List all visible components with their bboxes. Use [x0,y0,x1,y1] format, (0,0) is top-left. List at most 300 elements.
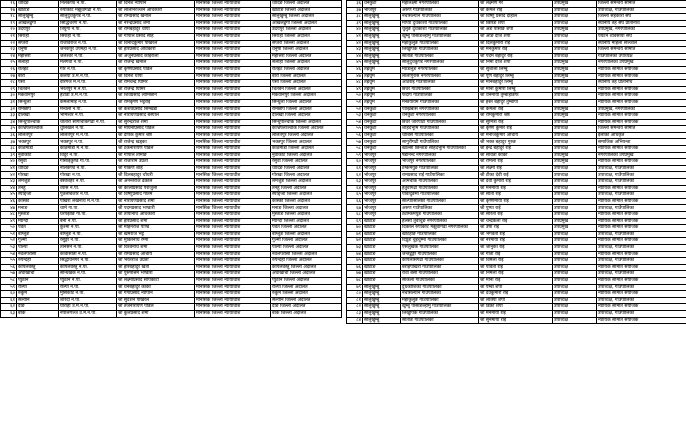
office-cell: समाजिक अभियन्ता [597,139,686,146]
table-row [1,86,342,93]
serial-number-cell: ४३ [347,47,363,54]
office-cell: न्यायिक समिति संयोजक [597,119,686,126]
table-row [1,106,342,113]
official-name-cell: श्री दीपक कुमार श्रेष्ठ [117,132,195,139]
position-cell: मानसिक जिल्ला न्यायाधीश [195,7,271,14]
local-body-cell: चौतारा साँगाचोकगढी न.पा. [59,119,117,126]
district-cell: खोटाङ [363,258,401,265]
position-cell: उपाध्यक्ष [553,251,597,258]
table-row [347,205,686,212]
serial-number-cell: २२ [1,40,17,47]
district-cell: ओखलढुंगा [17,20,59,27]
position-cell: मानसिक जिल्ला न्यायाधीश [195,14,271,21]
position-cell: मानसिक जिल्ला न्यायाधीश [195,126,271,133]
position-cell: उपाध्यक्ष [553,99,597,106]
district-cell: खोटाङ [363,244,401,251]
serial-number-cell: ४९ [347,86,363,93]
table-row [347,14,686,21]
position-cell: मानसिक जिल्ला न्यायाधीश [195,244,271,251]
district-cell: पाल्पा [17,244,59,251]
local-body-cell: भक्तपुर न.पा. [59,139,117,146]
local-body-cell: बेसीशहर न.पा. [59,179,117,186]
local-body-cell: आठराई गाउँपालिका [401,80,479,87]
position-cell: मानसिक जिल्ला न्यायाधीश [195,165,271,172]
district-cell: बारा [17,73,59,80]
position-cell: उपप्रमुख [553,218,597,225]
office-cell: उपाध्यक्ष, गाउँपालिका [597,179,686,186]
serial-number-cell: ६२ [347,172,363,179]
district-cell: पर्सा [17,80,59,87]
district-cell: धनकुटा [363,139,401,146]
serial-number-cell: ७९ [347,284,363,291]
office-cell: स्याङ्जा जिल्ला अदालत [271,192,342,199]
position-cell: उपाध्यक्ष [553,119,597,126]
table-row [1,185,342,192]
position-cell: मानसिक जिल्ला न्यायाधीश [195,297,271,304]
table-row [1,192,342,199]
official-name-cell: श्री पूर्ण बहादुर लिम्बु [479,73,553,80]
table-row [1,119,342,126]
office-cell: लमजुङ जिल्ला अदालत [271,179,342,186]
serial-number-cell: ४७ [347,73,363,80]
position-cell: मानसिक जिल्ला न्यायाधीश [195,251,271,258]
office-cell: कपिलवस्तु जिल्ला अदालत [271,264,342,271]
position-cell: मानसिक जिल्ला न्यायाधीश [195,212,271,219]
local-body-cell: बेनी न.पा. [59,218,117,225]
serial-number-cell: ४४ [347,53,363,60]
official-name-cell: श्री चन्द्रकला राई [479,218,553,225]
position-cell: उपाध्यक्ष [553,126,597,133]
district-cell: बाग्लुङ [17,231,59,238]
position-cell: उपाध्यक्ष [553,264,597,271]
official-name-cell: श्री पेम्बा शेर्पा [479,284,553,291]
serial-number-cell: २७ [1,73,17,80]
position-cell: उपाध्यक्ष [553,33,597,40]
local-body-cell: चामे गा.पा. [59,205,117,212]
local-body-cell: जलेश्वर न.पा. [59,53,117,60]
official-name-cell: श्री जानुका राई [479,244,553,251]
district-cell: भोजपुर [363,172,401,179]
position-cell: मानसिक जिल्ला न्यायाधीश [195,93,271,100]
position-cell: मानसिक जिल्ला न्यायाधीश [195,1,271,8]
local-body-cell: लिखुपिके गाउँपालिका [401,310,479,317]
district-cell: सोलुखुम्बु [363,33,401,40]
table-row [347,218,686,225]
position-cell: उपप्रमुख [553,152,597,159]
table-row [1,139,342,146]
office-cell: काभ्रेपलाञ्चोक जिल्ला अदालत [271,126,342,133]
office-cell: पर्सा जिल्ला अदालत [271,80,342,87]
district-cell: धनकुटा [363,113,401,120]
official-name-cell: श्री विनोदकुमार पोखरेल [117,40,195,47]
office-cell: उपाध्यक्ष, गाउँपालिका [597,310,686,317]
local-body-cell: धुलिखेल न.पा. [59,126,117,133]
position-cell: उपप्रमुख [553,66,597,73]
serial-number-cell: १८ [1,14,17,21]
office-cell: सोलुखुम्बु जिल्ला अदालत [271,14,342,21]
official-name-cell: श्री उषा राई [479,225,553,232]
left-officials-table [0,0,342,318]
serial-number-cell: ५३ [347,113,363,120]
serial-number-cell: ६६ [347,198,363,205]
position-cell: मानसिक जिल्ला न्यायाधीश [195,33,271,40]
district-cell: भोजपुर [363,159,401,166]
district-cell: बाँके [17,310,59,317]
office-cell: रसुवा जिल्ला अदालत [271,159,342,166]
official-name-cell: श्री मीना राई [479,277,553,284]
local-body-cell: शहिदभूमि गाउँपालिका [401,126,479,133]
local-body-cell: जन्तेढुङ्गा गाउँपालिका [401,251,479,258]
serial-number-cell: ५८ [347,146,363,153]
office-cell: सर्लाही जिल्ला अदालत [271,60,342,67]
local-body-cell: षडानन्द नगरपालिका [401,152,479,159]
office-cell: नवलपरासी जिल्ला अदालत [271,251,342,258]
table-row [1,271,342,278]
office-cell: रोल्पा जिल्ला अदालत [271,284,342,291]
district-cell: तेह्रथुम [363,86,401,93]
position-cell: मानसिक जिल्ला न्यायाधीश [195,225,271,232]
position-cell: मानसिक जिल्ला न्यायाधीश [195,80,271,87]
table-row [1,251,342,258]
position-cell: मानसिक जिल्ला न्यायाधीश [195,113,271,120]
serial-number-cell: ६१ [347,165,363,172]
district-cell: सोलुखुम्बु [363,40,401,47]
district-cell: रौतहट [17,66,59,73]
position-cell: मानसिक जिल्ला न्यायाधीश [195,172,271,179]
serial-number-cell: ४८ [347,80,363,87]
official-name-cell: श्री हरिबहादुर खत्री [117,264,195,271]
office-cell: उपाध्यक्ष, गाउँपालिका [597,165,686,172]
office-cell: महोत्तरी जिल्ला अदालत [271,53,342,60]
official-name-cell: श्री राजेन्द्र खड्का [117,139,195,146]
serial-number-cell: ७६ [347,264,363,271]
office-cell: न्यायिक समिति संयोजक [597,159,686,166]
position-cell: मानसिक जिल्ला न्यायाधीश [195,310,271,317]
office-cell: काठमाडौं जिल्ला अदालत [271,146,342,153]
office-cell: जिल्ला समन्वय समिति [597,126,686,133]
office-cell: स्थानीय तह संघ प्रतिनिधि [597,20,686,27]
position-cell: उपाध्यक्ष [553,192,597,199]
position-cell: उपाध्यक्ष [553,179,597,186]
district-cell: काठमाडौं [17,146,59,153]
office-cell: न्यायिक समिति संयोजक [597,225,686,232]
district-cell: रुकुम [17,291,59,298]
position-cell: उपाध्यक्ष [553,198,597,205]
office-cell: उपाध्यक्ष, गाउँपालिका [597,297,686,304]
office-cell: सल्यान जिल्ला अदालत [271,297,342,304]
table-row [347,27,686,34]
official-name-cell: श्री दिनेश न्यौपाने [117,1,195,8]
office-cell: बाग्लुङ जिल्ला अदालत [271,231,342,238]
local-body-cell: मेन्छयायेम गाउँपालिका [401,99,479,106]
position-cell: उपाध्यक्ष [553,139,597,146]
office-cell: धनुषा जिल्ला अदालत [271,47,342,54]
local-body-cell: रोल्पा न.पा. [59,284,117,291]
local-body-cell: सोताङ गाउँपालिका [401,317,479,324]
official-name-cell: श्री नरेन्द्रप्रसाद शर्मा [117,20,195,27]
position-cell: मानसिक जिल्ला न्यायाधीश [195,20,271,27]
district-cell: दाङ [17,304,59,311]
position-cell: उपाध्यक्ष [553,86,597,93]
position-cell: उपाध्यक्ष [553,132,597,139]
local-body-cell: वीरगंज म.न.पा. [59,80,117,87]
office-cell: जिल्ला समन्वय समिति [597,1,686,8]
position-cell: मानसिक जिल्ला न्यायाधीश [195,271,271,278]
position-cell: उपप्रमुख [553,73,597,80]
district-cell: भोजपुर [363,165,401,172]
table-row [347,139,686,146]
official-name-cell: श्री सविता कार्की [479,152,553,159]
local-body-cell: घरपझोङ गा.पा. [59,212,117,219]
district-cell: सोलुखुम्बु [363,317,401,324]
position-cell: उपाध्यक्ष [553,146,597,153]
local-body-cell: खुम्बु पासाङल्हामु गाउँपालिका [401,33,479,40]
official-name-cell: श्री देवी कुमारी राई [479,179,553,186]
official-name-cell: श्री लक्ष्मी राई [479,165,553,172]
local-body-cell: त्रियुगा न.पा. [59,27,117,34]
local-body-cell: मलंगवा न.पा. [59,60,117,67]
district-cell: रसुवा [17,159,59,166]
local-body-cell: थुलुङ दुधकोशी गाउँपालिका [401,27,479,34]
local-body-cell: गोरखा न.पा. [59,172,117,179]
table-row [347,66,686,73]
office-cell: नगरपालिका उपप्रमुख [597,60,686,67]
district-cell: रामेछाप [17,106,59,113]
position-cell: उपाध्यक्ष [553,172,597,179]
district-cell: लमजुङ [17,179,59,186]
official-name-cell: श्री सुनमाया राई [479,317,553,324]
official-name-cell: श्री गंगाप्रसाद न्यौपाने [117,291,195,298]
position-cell: उपाध्यक्ष [553,304,597,311]
office-cell: न्यायिक समिति संयोजक [597,198,686,205]
table-row [1,113,342,120]
serial-number-cell: ३० [1,93,17,100]
local-body-cell: महाकुलुङ गाउँपालिका [401,297,479,304]
official-name-cell: श्री निमा दोर्जे शेर्पा [479,60,553,67]
table-row [347,251,686,258]
district-cell: मुस्ताङ [17,212,59,219]
serial-number-cell: ६९ [347,218,363,225]
serial-number-cell: ६३ [1,310,17,317]
table-row [1,14,342,21]
position-cell: उपप्रमुख [553,106,597,113]
table-row [1,20,342,27]
office-cell: न्यायिक समिति संयोजक [597,185,686,192]
district-cell: सिन्धुली [17,99,59,106]
local-body-cell: कमलामाई न.पा. [59,99,117,106]
table-row [1,284,342,291]
official-name-cell: श्री अङ पासाङ शेर्पा [479,27,553,34]
official-name-cell: श्री विष्णु प्रसाद दाहाल [479,14,553,21]
district-cell: प्युठान [17,277,59,284]
local-body-cell: सिद्धिचरण न.पा. [59,20,117,27]
position-cell: मानसिक जिल्ला न्यायाधीश [195,218,271,225]
table-row [1,1,342,8]
position-cell: मानसिक जिल्ला न्यायाधीश [195,284,271,291]
official-name-cell: श्री कालीप्रसाद पराजुली [117,185,195,192]
table-row [347,172,686,179]
table-row [1,218,342,225]
district-cell: सर्लाही [17,60,59,67]
office-cell: न्यायिक समिति संयोजक [597,291,686,298]
office-cell: ओखलढुंगा जिल्ला अदालत [271,20,342,27]
office-cell: स्थानीय महिला सञ्जाल [597,40,686,47]
official-name-cell: श्री धनमाया तुम्बाहाङफे [479,93,553,100]
local-body-cell: पुतलीबजार न.पा. [59,192,117,199]
district-cell: रुपन्देही [17,258,59,265]
table-row [347,33,686,40]
official-name-cell: श्री नरमाया राई [479,238,553,245]
position-cell: मानसिक जिल्ला न्यायाधीश [195,258,271,265]
local-body-cell: छथर जोरपाटी गाउँपालिका [401,119,479,126]
official-name-cell: श्री केशवप्रसाद सिम्खडा [117,106,195,113]
position-cell: मानसिक जिल्ला न्यायाधीश [195,40,271,47]
district-cell: रोल्पा [17,284,59,291]
serial-number-cell: ८३ [347,310,363,317]
district-cell: ललितपुर [17,132,59,139]
district-cell: नुवाकोट [17,152,59,159]
position-cell: उपप्रमुख [553,113,597,120]
serial-number-cell: ४० [347,27,363,34]
official-name-cell: श्री मोहनराज पाण्डे [117,225,195,232]
local-body-cell: लालीगुराँस नगरपालिका [401,73,479,80]
local-body-cell: नेपालगञ्ज उ.म.न.पा. [59,310,117,317]
district-cell: धनकुटा [363,126,401,133]
table-row [347,86,686,93]
table-row [347,126,686,133]
right-table-body [347,1,686,324]
official-name-cell: श्री राजेन्द्र खनाल [117,60,195,67]
office-cell: न्यायिक समिति संयोजक [597,238,686,245]
local-body-cell: नेचासल्यान गाउँपालिका [401,14,479,21]
office-cell: उपाध्यक्ष, गाउँपालिका [597,271,686,278]
table-row [347,244,686,251]
office-cell: उपाध्यक्ष, गाउँपालिका [597,192,686,199]
district-cell: सिन्धुपाल्चोक [17,119,59,126]
serial-number-cell: २३ [1,47,17,54]
position-cell: उपाध्यक्ष [553,231,597,238]
local-body-cell: माप्या दुधकोशी गाउँपालिका [401,20,479,27]
position-cell: मानसिक जिल्ला न्यायाधीश [195,179,271,186]
local-body-cell: चौबिसे गाउँपालिका [401,132,479,139]
serial-number-cell: ५० [1,225,17,232]
official-name-cell: श्री पुरुषोत्तम भण्डारी [117,271,195,278]
local-body-cell: नेचासल्यान गाउँपालिका [401,291,479,298]
official-name-cell: श्री हस्त बहादुर तुम्बापो [479,99,553,106]
local-body-cell: केपिलासगढी गाउँपालिका [401,258,479,265]
table-row [347,304,686,311]
office-cell: खोटाङ जिल्ला अदालत [271,7,342,14]
serial-number-cell: २५ [1,60,17,67]
district-cell: नवलपरासी [17,251,59,258]
local-body-cell: निलकण्ठ न.पा. [59,1,117,8]
local-body-cell: जनकपुर उपमहा न.पा. [59,47,117,54]
position-cell: उपाध्यक्ष [553,271,597,278]
office-cell: भक्तपुर जिल्ला अदालत [271,139,342,146]
table-row [347,73,686,80]
office-cell: नगरपालिका उपप्रमुख [597,152,686,159]
position-cell: उपाध्यक्ष [553,244,597,251]
office-cell: उपाध्यक्ष, गाउँपालिका [597,258,686,265]
position-cell: मानसिक जिल्ला न्यायाधीश [195,264,271,271]
office-cell: उपाध्यक्ष, गाउँपालिका [597,205,686,212]
serial-number-cell: ७३ [347,244,363,251]
office-cell: सिन्धुपाल्चोक जिल्ला अदालत [271,119,342,126]
table-row [347,225,686,232]
position-cell: मानसिक जिल्ला न्यायाधीश [195,73,271,80]
position-cell: उपाध्यक्ष [553,310,597,317]
official-name-cell: श्री सुमित्रा राई [479,119,553,126]
serial-number-cell: ३६ [347,1,363,8]
local-body-cell: मन्थली न.पा. [59,106,117,113]
office-cell: गाउँपालिका उपाध्यक्ष [597,53,686,60]
office-cell: रामेछाप जिल्ला अदालत [271,106,342,113]
serial-number-cell: ८२ [347,304,363,311]
serial-number-cell: ८४ [347,317,363,324]
serial-number-cell: ३३ [1,113,17,120]
official-name-cell: श्री रामप्रसाद खनाल [117,14,195,21]
official-name-cell: श्री मानबहादुर लिम्बु [479,80,553,87]
official-name-cell: श्री गोकर्ण शाह [117,165,195,172]
position-cell: मानसिक जिल्ला न्यायाधीश [195,47,271,54]
office-cell: सिराहा जिल्ला अदालत [271,33,342,40]
position-cell: उपाध्यक्ष [553,40,597,47]
position-cell: मानसिक जिल्ला न्यायाधीश [195,152,271,159]
official-name-cell: श्री आङ दोर्जे शेर्पा [479,33,553,40]
local-body-cell: व्यास न.पा. [59,185,117,192]
district-cell: महोत्तरी [17,53,59,60]
table-row [1,198,342,205]
table-row [347,297,686,304]
table-row [347,271,686,278]
local-body-cell: सोताङ गाउँपालिका [401,53,479,60]
district-cell: खोटाङ [363,231,401,238]
position-cell: उपाध्यक्ष [553,14,597,21]
position-cell: उपाध्यक्ष [553,297,597,304]
position-cell: मानसिक जिल्ला न्यायाधीश [195,99,271,106]
serial-number-cell: ८० [347,291,363,298]
table-row [347,40,686,47]
serial-number-cell: ४३ [1,179,17,186]
serial-number-cell: ६८ [347,212,363,219]
local-body-cell: म्याङलुङ नगरपालिका [401,66,479,73]
table-row [347,53,686,60]
serial-number-cell: ५९ [347,152,363,159]
serial-number-cell: २९ [1,86,17,93]
table-row [347,159,686,166]
official-name-cell: श्री लक्ष्मीप्रसाद सापकोटा [117,277,195,284]
district-cell: सोलुखुम्बु [363,14,401,21]
serial-number-cell: ७५ [347,258,363,265]
local-body-cell: दुधकौशिका गाउँपालिका [401,284,479,291]
local-body-cell: ट्याम्केमैयुङ गाउँपालिका [401,212,479,219]
district-cell: सोलुखुम्बु [363,53,401,60]
local-body-cell: कावासोती न.पा. [59,251,117,258]
serial-number-cell: ५४ [1,251,17,258]
serial-number-cell: ५७ [347,139,363,146]
table-row [1,66,342,73]
district-cell: सल्यान [17,297,59,304]
district-cell: सोलुखुम्बु [17,14,59,21]
local-body-cell: भोजपुर नगरपालिका [401,159,479,166]
serial-number-cell: ४० [1,159,17,166]
table-row [1,40,342,47]
official-name-cell: श्री टीका देवी राई [479,172,553,179]
district-cell: स्याङ्जा [17,192,59,199]
local-body-cell: महाकुलुङ गाउँपालिका [401,40,479,47]
district-cell: सोलुखुम्बु [363,310,401,317]
official-name-cell: श्री निर्मला राई [479,271,553,278]
